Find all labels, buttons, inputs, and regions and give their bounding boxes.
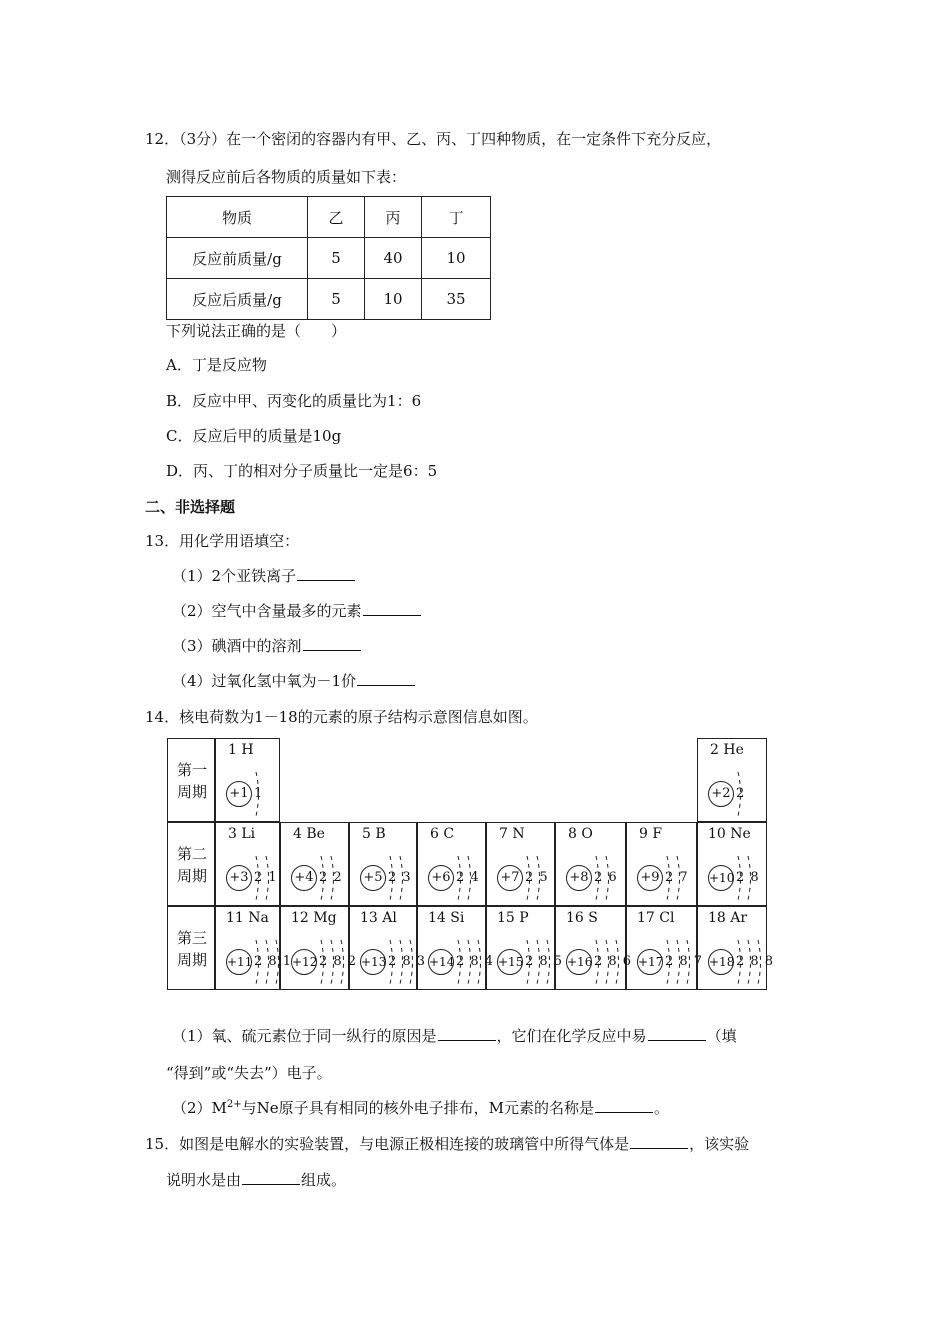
electron-counts: 2 1 <box>254 870 278 885</box>
element-header: 15 P <box>497 910 529 926</box>
q14-sub1 <box>172 1025 737 1046</box>
nucleus-circle: +2 <box>708 781 734 807</box>
element-cell <box>697 906 775 990</box>
q13-item <box>172 670 416 691</box>
element-cell <box>349 906 427 990</box>
q12-option-b: B．反应中甲、丙变化的质量比为1：6 <box>166 392 422 410</box>
electron-counts: 2 8 4 <box>456 954 495 969</box>
element-cell <box>486 906 564 990</box>
electron-counts: 2 4 <box>456 870 480 885</box>
element-cell <box>555 906 633 990</box>
electron-counts: 2 3 <box>388 870 412 885</box>
q13-item <box>172 600 422 621</box>
q14-sub1-text-c: （填 <box>706 1027 737 1045</box>
q15-line2 <box>166 1169 346 1190</box>
section-title: 二、非选择题 <box>145 498 236 516</box>
element-header: 14 Si <box>428 910 465 926</box>
electron-counts: 1 <box>254 786 264 801</box>
element-cell <box>697 822 767 906</box>
nucleus-circle: +6 <box>428 865 454 891</box>
table-cell: 10 <box>365 279 422 320</box>
table-cell: 反应后质量/g <box>167 279 308 320</box>
q14-stem: 14．核电荷数为1－18的元素的原子结构示意图信息如图。 <box>145 708 538 726</box>
element-cell <box>417 906 495 990</box>
period-label: 第二 周期 <box>176 845 207 885</box>
element-header: 8 O <box>568 826 593 842</box>
element-header: 2 He <box>710 742 744 758</box>
q12-option-a: A．丁是反应物 <box>166 356 267 374</box>
answer-blank[interactable] <box>595 1111 653 1113</box>
period-label-cell <box>167 738 215 822</box>
nucleus-circle: +3 <box>226 865 252 891</box>
q13-item-text: （1）2个亚铁离子 <box>172 567 297 585</box>
element-cell <box>215 738 280 822</box>
q13-item-text: （4）过氧化氢中氧为－1价 <box>172 672 357 690</box>
answer-blank[interactable] <box>438 1039 496 1041</box>
element-header: 1 H <box>228 742 254 758</box>
q14-sub1-text-a: （1）氧、硫元素位于同一纵行的原因是 <box>172 1027 437 1045</box>
answer-blank[interactable] <box>363 614 421 616</box>
element-cell <box>486 822 555 906</box>
period-label-cell <box>167 906 215 990</box>
element-header: 17 Cl <box>637 910 675 926</box>
table-cell: 5 <box>308 238 365 279</box>
electron-counts: 2 8 2 <box>319 954 358 969</box>
q15-text-a: 15．如图是电解水的实验装置，与电源正极相连接的玻璃管中所得气体是 <box>145 1135 630 1153</box>
element-header: 7 N <box>499 826 525 842</box>
periodic-table-diagram <box>167 738 775 996</box>
q12-option-d: D．丙、丁的相对分子质量比一定是6：5 <box>166 462 438 480</box>
electron-counts: 2 8 3 <box>388 954 427 969</box>
q14-sub2-text-b: 与Ne原子具有相同的核外电子排布，M元素的名称是 <box>241 1099 595 1117</box>
element-cell <box>697 738 767 822</box>
element-cell <box>280 822 349 906</box>
q12-option-c: C．反应后甲的质量是10g <box>166 427 342 445</box>
electron-counts: 2 <box>736 786 746 801</box>
table-cell: 反应前质量/g <box>167 238 308 279</box>
q15-line1 <box>145 1133 749 1154</box>
nucleus-circle: +18 <box>708 949 734 975</box>
electron-counts: 2 8 1 <box>254 954 293 969</box>
table-header-cell: 丁 <box>422 197 491 238</box>
q14-sub1-line2: “得到”或“失去”）电子。 <box>166 1064 332 1082</box>
charge-superscript: 2+ <box>226 1099 242 1110</box>
nucleus-circle: +14 <box>428 949 454 975</box>
q14-sub2 <box>172 1097 669 1118</box>
electron-counts: 2 2 <box>319 870 343 885</box>
q12-question: 下列说法正确的是（ ） <box>166 322 347 340</box>
q14-sub2-text-c: 。 <box>654 1099 670 1117</box>
q13-item <box>172 635 362 656</box>
answer-blank[interactable] <box>303 649 361 651</box>
table-cell: 40 <box>365 238 422 279</box>
q12-stem-line1: 12．（3分）在一个密闭的容器内有甲、乙、丙、丁四种物质，在一定条件下充分反应， <box>145 130 722 148</box>
electron-counts: 2 8 <box>736 870 760 885</box>
table-row <box>167 279 491 320</box>
element-cell <box>215 822 280 906</box>
table-header-cell: 乙 <box>308 197 365 238</box>
nucleus-circle: +15 <box>497 949 523 975</box>
nucleus-circle: +10 <box>708 865 734 891</box>
q12-stem-line2: 测得反应前后各物质的质量如下表： <box>166 168 407 186</box>
nucleus-circle: +11 <box>226 949 252 975</box>
element-header: 12 Mg <box>291 910 337 926</box>
element-header: 18 Ar <box>708 910 748 926</box>
electron-counts: 2 6 <box>594 870 618 885</box>
table-cell: 10 <box>422 238 491 279</box>
table-cell: 5 <box>308 279 365 320</box>
electron-counts: 2 8 5 <box>525 954 564 969</box>
answer-blank[interactable] <box>357 684 415 686</box>
element-cell <box>555 822 626 906</box>
nucleus-circle: +5 <box>360 865 386 891</box>
element-header: 3 Li <box>228 826 256 842</box>
element-cell <box>626 822 697 906</box>
electron-counts: 2 8 7 <box>665 954 704 969</box>
element-header: 13 Al <box>360 910 397 926</box>
nucleus-circle: +17 <box>637 949 663 975</box>
element-header: 16 S <box>566 910 598 926</box>
q15-text-c: 说明水是由 <box>166 1171 242 1189</box>
answer-blank[interactable] <box>630 1147 688 1149</box>
electron-counts: 2 7 <box>665 870 689 885</box>
table-cell: 35 <box>422 279 491 320</box>
period-label: 第三 周期 <box>176 929 207 969</box>
answer-blank[interactable] <box>242 1183 300 1185</box>
element-header: 5 B <box>362 826 386 842</box>
element-header: 10 Ne <box>708 826 751 842</box>
element-header: 11 Na <box>226 910 269 926</box>
element-header: 9 F <box>639 826 663 842</box>
q13-item-text: （3）碘酒中的溶剂 <box>172 637 302 655</box>
electron-counts: 2 8 6 <box>594 954 633 969</box>
element-cell <box>626 906 704 990</box>
table-header-cell: 物质 <box>167 197 308 238</box>
answer-blank[interactable] <box>648 1039 706 1041</box>
element-cell <box>349 822 417 906</box>
q15-text-b: ，该实验 <box>689 1135 750 1153</box>
q13-stem: 13．用化学用语填空： <box>145 532 300 550</box>
nucleus-circle: +1 <box>226 781 252 807</box>
q12-mass-table <box>166 196 491 320</box>
q15-text-d: 组成。 <box>301 1171 347 1189</box>
element-header: 4 Be <box>293 826 325 842</box>
table-header-row <box>167 197 491 238</box>
nucleus-circle: +13 <box>360 949 386 975</box>
period-label-cell <box>167 822 215 906</box>
electron-counts: 2 8 8 <box>736 954 775 969</box>
element-cell <box>215 906 293 990</box>
nucleus-circle: +16 <box>566 949 592 975</box>
nucleus-circle: +9 <box>637 865 663 891</box>
element-cell <box>280 906 358 990</box>
period-label: 第一 周期 <box>176 761 207 801</box>
q14-sub1-text-b: ，它们在化学反应中易 <box>496 1027 647 1045</box>
nucleus-circle: +12 <box>291 949 317 975</box>
element-cell <box>417 822 486 906</box>
element-header: 6 C <box>430 826 455 842</box>
nucleus-circle: +4 <box>291 865 317 891</box>
q14-sub2-text-a: （2）M <box>172 1099 227 1117</box>
electron-counts: 2 5 <box>525 870 549 885</box>
nucleus-circle: +7 <box>497 865 523 891</box>
nucleus-circle: +8 <box>566 865 592 891</box>
table-header-cell: 丙 <box>365 197 422 238</box>
table-row <box>167 238 491 279</box>
q13-item <box>172 565 356 586</box>
q13-item-text: （2）空气中含量最多的元素 <box>172 602 362 620</box>
answer-blank[interactable] <box>297 579 355 581</box>
